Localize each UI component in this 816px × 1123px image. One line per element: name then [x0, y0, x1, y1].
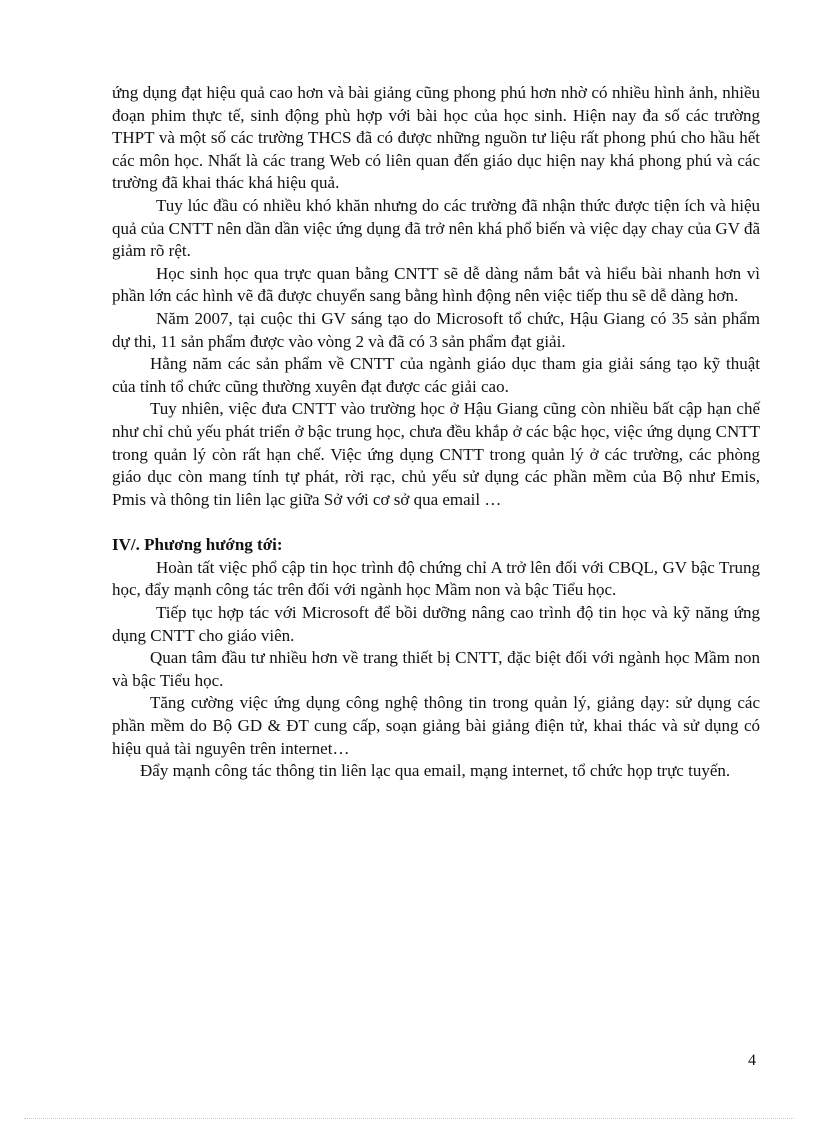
paragraph-continued-intro: ứng dụng đạt hiệu quả cao hơn và bài giảng cũng phong phú hơn nhờ có nhiều hình ảnh, nhiều đoạn phim thực tế, sinh động phù hợp với bài học của học sinh. Hiện nay đa số các trường THPT và một số các trường THCS đã có được những nguồn tư liệu rất phong phú cho hầu hết các môn học. Nhất là các trang Web có liên quan đến giáo dục hiện nay khá phong phú và các trường đã khai thác khá hiệu quả.: [112, 83, 760, 193]
paragraph-direction-2: Tiếp tục hợp tác với Microsoft để bồi dưỡng nâng cao trình độ tin học và kỹ năng ứng dụng CNTT cho giáo viên.: [112, 603, 760, 645]
paragraph-direction-3: Quan tâm đầu tư nhiều hơn về trang thiết bị CNTT, đặc biệt đối với ngành học Mầm non và bậc Tiểu học.: [112, 648, 760, 690]
paragraph-microsoft-contest: Năm 2007, tại cuộc thi GV sáng tạo do Microsoft tổ chức, Hậu Giang có 35 sản phẩm dự thi, 11 sản phẩm được vào vòng 2 và đã có 3 sản phẩm đạt giải.: [112, 308, 760, 351]
footer-divider: [24, 1118, 794, 1119]
page-content: [112, 82, 760, 783]
paragraph-direction-1: Hoàn tất việc phổ cập tin học trình độ chứng chỉ A trở lên đối với CBQL, GV bậc Trung học, đẩy mạnh công tác trên đối với ngành học Mầm non và bậc Tiểu học.: [112, 557, 760, 600]
paragraph-direction-5: Đẩy mạnh công tác thông tin liên lạc qua email, mạng internet, tổ chức họp trực tuyến.: [140, 761, 731, 781]
paragraph-limitations: Tuy nhiên, việc đưa CNTT vào trường học ở Hậu Giang cũng còn nhiều bất cập hạn chế như chỉ chủ yếu phát triển ở bậc trung học, chưa đều khắp ở các bậc học, việc ứng dụng CNTT trong quản lý còn rất hạn chế. Việc ứng dụng CNTT trong quản lý ở các trường, các phòng giáo dục còn mang tính tự phát, rời rạc, chủ yếu sử dụng các phần mềm của Bộ như Emis, Pmis và thông tin liên lạc giữa Sở với cơ sở qua email …: [112, 399, 760, 509]
section-heading: IV/. Phương hướng tới:: [112, 535, 283, 555]
paragraph-direction-4: Tăng cường việc ứng dụng công nghệ thông tin trong quản lý, giảng dạy: sử dụng các phần mềm do Bộ GD & ĐT cung cấp, soạn giảng bài giảng điện tử, khai thác và sử dụng có hiệu quả tài nguyên trên internet…: [112, 693, 760, 758]
paragraph-visual-learning: Học sinh học qua trực quan bằng CNTT sẽ dễ dàng nắm bắt và hiểu bài nhanh hơn vì phần lớn các hình vẽ đã được chuyển sang bằng hình động nên việc tiếp thu sẽ dễ dàng hơn.: [112, 263, 760, 306]
paragraph-initial-difficulties: Tuy lúc đầu có nhiều khó khăn nhưng do các trường đã nhận thức được tiện ích và hiệu quả của CNTT nên dần dần việc ứng dụng đã trở nên khá phổ biến và việc dạy chay của GV đã giảm rõ rệt.: [112, 195, 760, 261]
paragraph-annual-awards: Hằng năm các sản phẩm về CNTT của ngành giáo dục tham gia giải sáng tạo kỹ thuật của tỉnh tổ chức cũng thường xuyên đạt được các giải cao.: [112, 354, 760, 396]
page-number: 4: [748, 1052, 756, 1069]
